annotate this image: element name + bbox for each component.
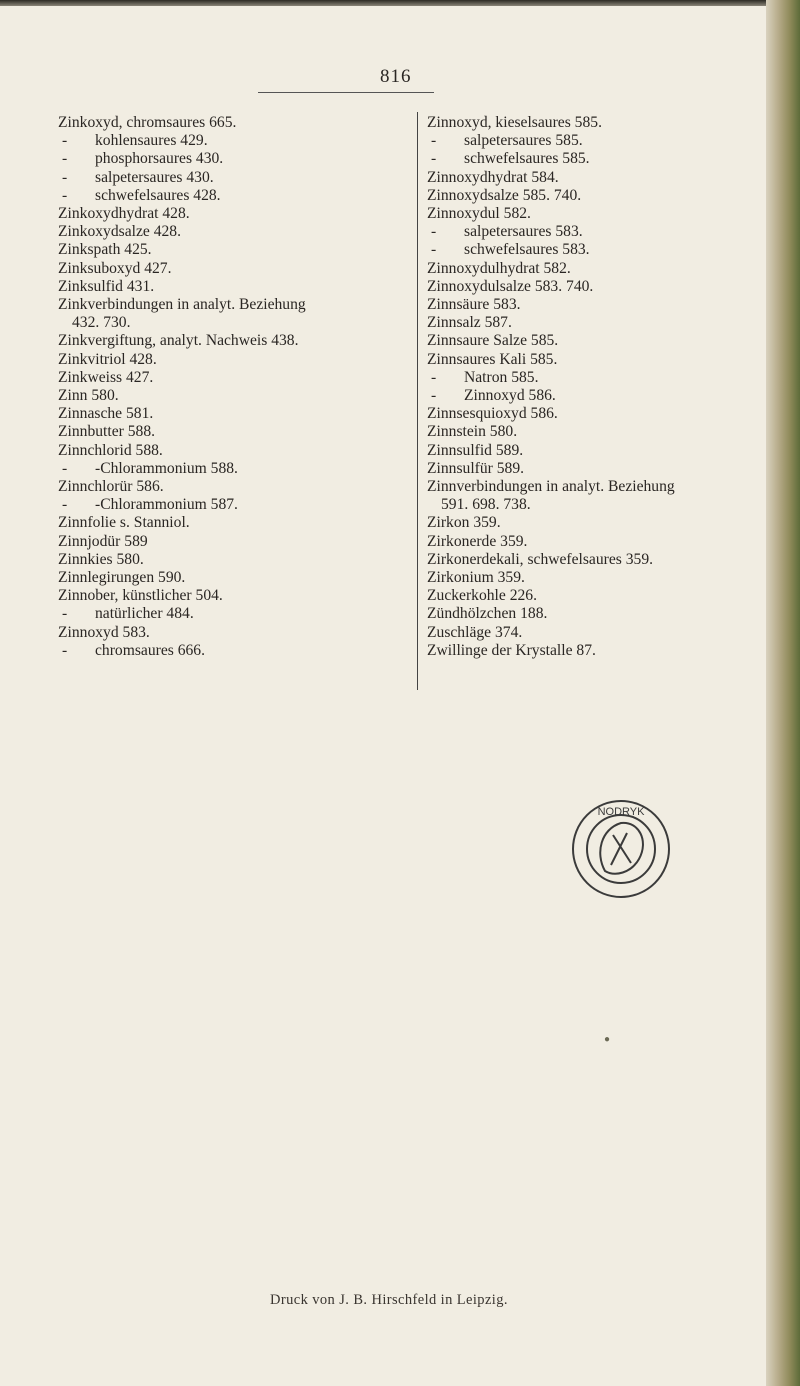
index-entry: Zinkoxydhydrat 428. [58, 205, 190, 223]
index-entry: - chromsaures 666. [58, 642, 378, 660]
index-entry: Zinnsaure Salze 585. [427, 332, 559, 350]
index-entry: Zuckerkohle 226. [427, 587, 537, 605]
index-entry: 591. 698. 738. [441, 496, 531, 514]
index-entry: Zinnoxydulhydrat 582. [427, 259, 571, 277]
column-divider [417, 112, 418, 690]
index-entry: Zinkspath 425. [58, 241, 152, 259]
index-entry: Zwillinge der Krystalle 87. [427, 641, 596, 659]
index-entry: Zinnsaures Kali 585. [427, 350, 558, 368]
index-entry: Zinkvitriol 428. [58, 350, 157, 368]
index-entry: Zinkoxydsalze 428. [58, 223, 181, 241]
index-entry: Zinnoxyd 583. [58, 623, 150, 641]
index-entry: Zinnfolie s. Stanniol. [58, 514, 190, 532]
index-entry: - schwefelsaures 583. [427, 241, 772, 259]
header-rule [258, 92, 434, 93]
index-entry: - salpetersaures 585. [427, 132, 772, 150]
index-entry: Zinnchlorür 586. [58, 478, 164, 496]
index-entry: Zinnlegirungen 590. [58, 569, 186, 587]
index-entry: Zinnsesquioxyd 586. [427, 405, 558, 423]
stamp-text: NODRYK [597, 806, 645, 818]
index-entry: Zinnoxyd, kieselsaures 585. [427, 114, 602, 131]
index-entry: Zirkonerde 359. [427, 532, 528, 550]
index-entry: Zirkonerdekali, schwefelsaures 359. [427, 550, 654, 568]
index-entry: Zirkonium 359. [427, 569, 525, 587]
index-column-right [427, 114, 772, 660]
index-entry: Zinnsulfid 589. [427, 441, 524, 459]
index-entry: - schwefelsaures 585. [427, 150, 772, 168]
index-entry: Zündhölzchen 188. [427, 605, 548, 623]
page-number: 816 [380, 66, 412, 87]
index-entry: - Natron 585. [427, 369, 772, 387]
index-entry: Zinnsalz 587. [427, 314, 512, 332]
index-entry: Zinksuboxyd 427. [58, 259, 172, 277]
index-entry: - salpetersaures 583. [427, 223, 772, 241]
index-entry: Zinkverbindungen in analyt. Beziehung [58, 296, 306, 314]
index-entry: Zinnstein 580. [427, 423, 518, 441]
index-entry: Zinnoxydsalze 585. 740. [427, 186, 582, 204]
index-entry: Zinnasche 581. [58, 405, 154, 423]
index-entry: - -Chlorammonium 587. [58, 496, 378, 514]
index-entry: Zinkweiss 427. [58, 368, 154, 386]
library-stamp-icon [565, 793, 677, 905]
index-entry: - Zinnoxyd 586. [427, 387, 772, 405]
index-entry: Zinnbutter 588. [58, 423, 156, 441]
ink-dot: ● [604, 1034, 611, 1045]
index-entry: Zinkvergiftung, analyt. Nachweis 438. [58, 332, 299, 350]
index-entry: Zinnsulfür 589. [427, 459, 525, 477]
index-entry: Zinn 580. [58, 387, 119, 405]
index-entry: - phosphorsaures 430. [58, 150, 378, 168]
library-stamp [565, 793, 677, 910]
index-entry: 432. 730. [72, 314, 131, 332]
index-entry: Zinksulfid 431. [58, 277, 155, 295]
index-entry: Zinnoxydhydrat 584. [427, 168, 559, 186]
index-entry: Zinnober, künstlicher 504. [58, 587, 223, 605]
page-edge [766, 0, 800, 1386]
index-entry: - salpetersaures 430. [58, 169, 378, 187]
index-entry: Zinnchlorid 588. [58, 441, 163, 459]
index-entry: Zinnoxydul 582. [427, 205, 531, 223]
index-entry: - kohlensaures 429. [58, 132, 378, 150]
index-entry: - natürlicher 484. [58, 605, 378, 623]
index-entry: Zinkoxyd, chromsaures 665. [58, 114, 237, 131]
index-entry: Zinnsäure 583. [427, 296, 521, 314]
index-entry: Zirkon 359. [427, 514, 501, 532]
index-column-left [58, 114, 378, 660]
printer-imprint: Druck von J. B. Hirschfeld in Leipzig. [270, 1292, 508, 1308]
index-entry: Zinnkies 580. [58, 550, 144, 568]
index-entry: Zinnjodür 589 [58, 532, 148, 550]
index-entry: Zuschläge 374. [427, 623, 523, 641]
top-edge-shadow [0, 0, 800, 6]
index-entry: Zinnverbindungen in analyt. Beziehung [427, 478, 675, 496]
index-entry: - -Chlorammonium 588. [58, 460, 378, 478]
index-entry: - schwefelsaures 428. [58, 187, 378, 205]
index-entry: Zinnoxydulsalze 583. 740. [427, 277, 594, 295]
